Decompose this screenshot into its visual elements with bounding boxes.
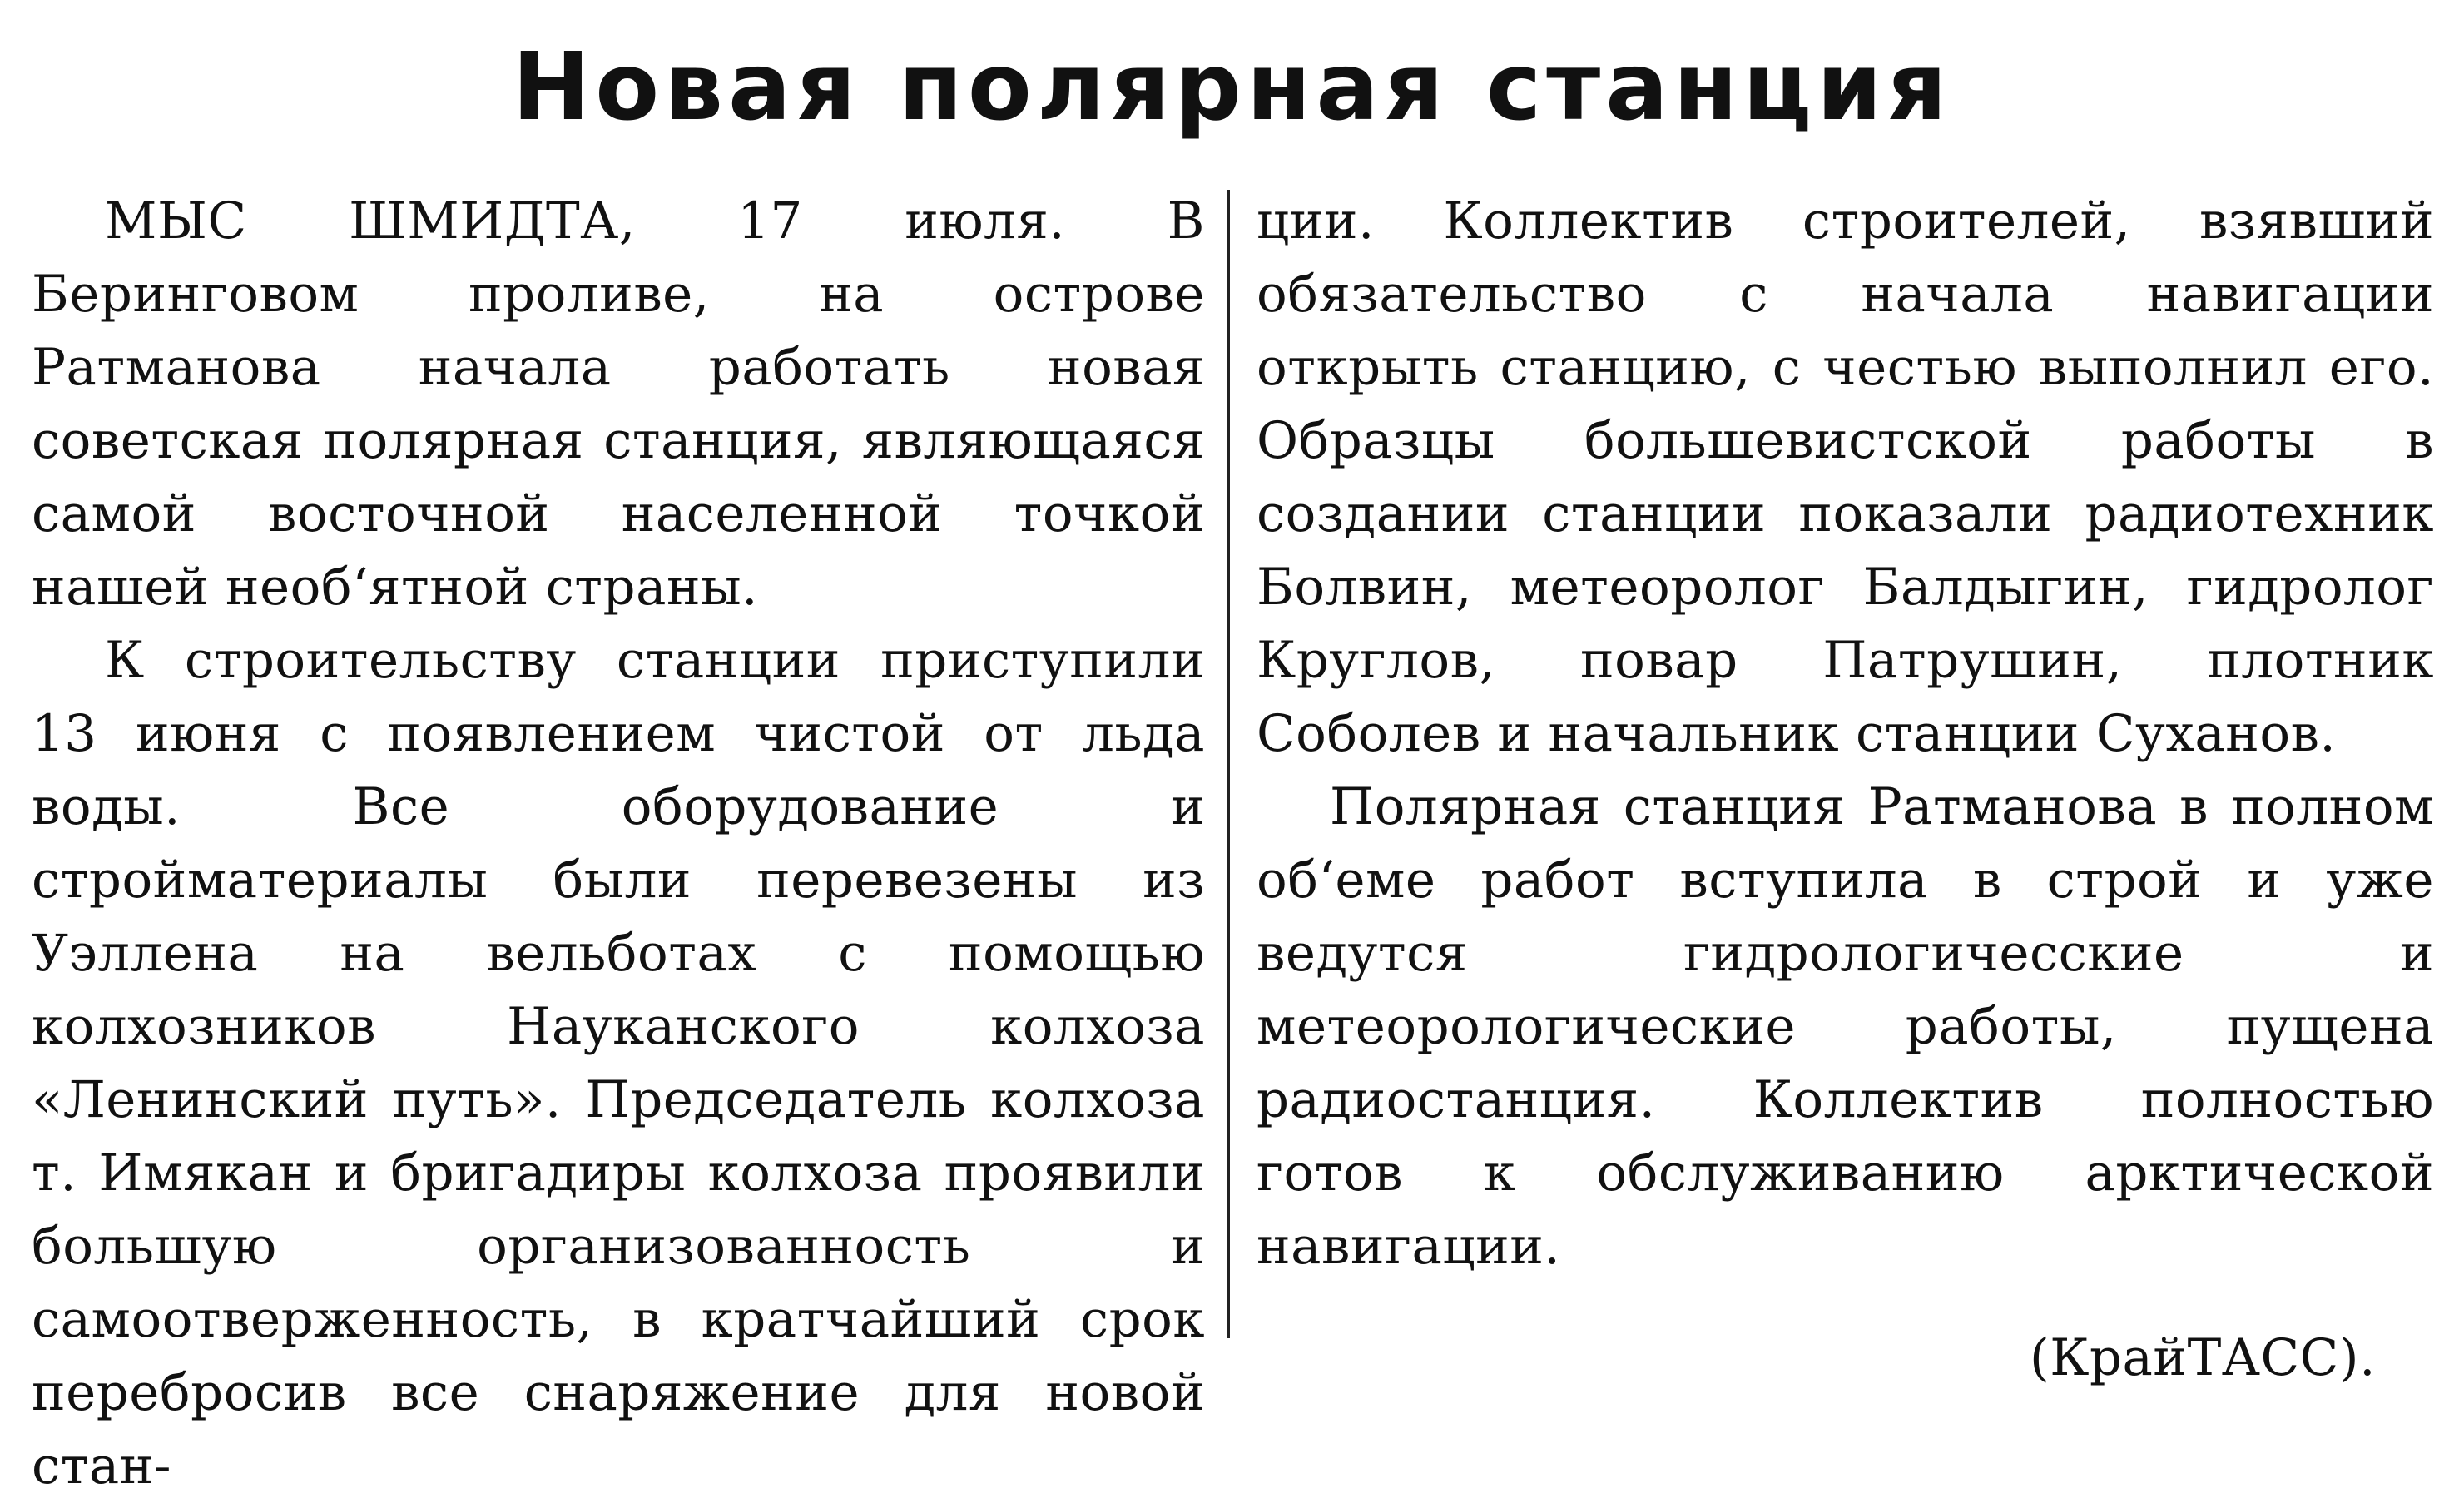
agency-signature: (КрайТАСС). — [2030, 1328, 2376, 1387]
paragraph-2: К строительству станции приступили 13 июня с появлением чистой от льда воды. Все оборудование и стройматериалы были перевезены из Уэллена на вельботах с помощью колхозников Науканского колхоза «Ленинский путь». Председатель колхоза т. Имякан и бригадиры колхоза проявили большую организованность и самоотверженность, в кратчайший срок перебросив все снаряжение для новой стан- — [32, 631, 1205, 1496]
article-headline: Новая полярная станция — [512, 33, 1952, 141]
right-column — [1257, 185, 2434, 1395]
column-divider — [1227, 190, 1230, 1338]
paragraph-1: МЫС ШМИДТА, 17 июля. В Беринговом проливе, на острове Ратманова начала работать новая советская полярная станция, являющаяся самой восточной населенной точкой нашей необ‘ятной страны. — [32, 191, 1205, 617]
left-column — [32, 185, 1205, 1503]
paragraph-3: Полярная станция Ратманова в полном об‘еме работ вступила в строй и уже ведутся гидрологичесские и метеорологические работы, пущена радиостанция. Коллектив полностью готов к обслуживанию арктической навигации. — [1257, 777, 2434, 1276]
paragraph-2-continuation: ции. Коллектив строителей, взявший обязательство с начала навигации открыть станцию, с честью выполнил его. Образцы большевистской работы в создании станции показали радиотехник Болвин, метеоролог Балдыгин, гидролог Круглов, повар Патрушин, плотник Соболев и начальник станции Суханов. — [1257, 191, 2434, 763]
